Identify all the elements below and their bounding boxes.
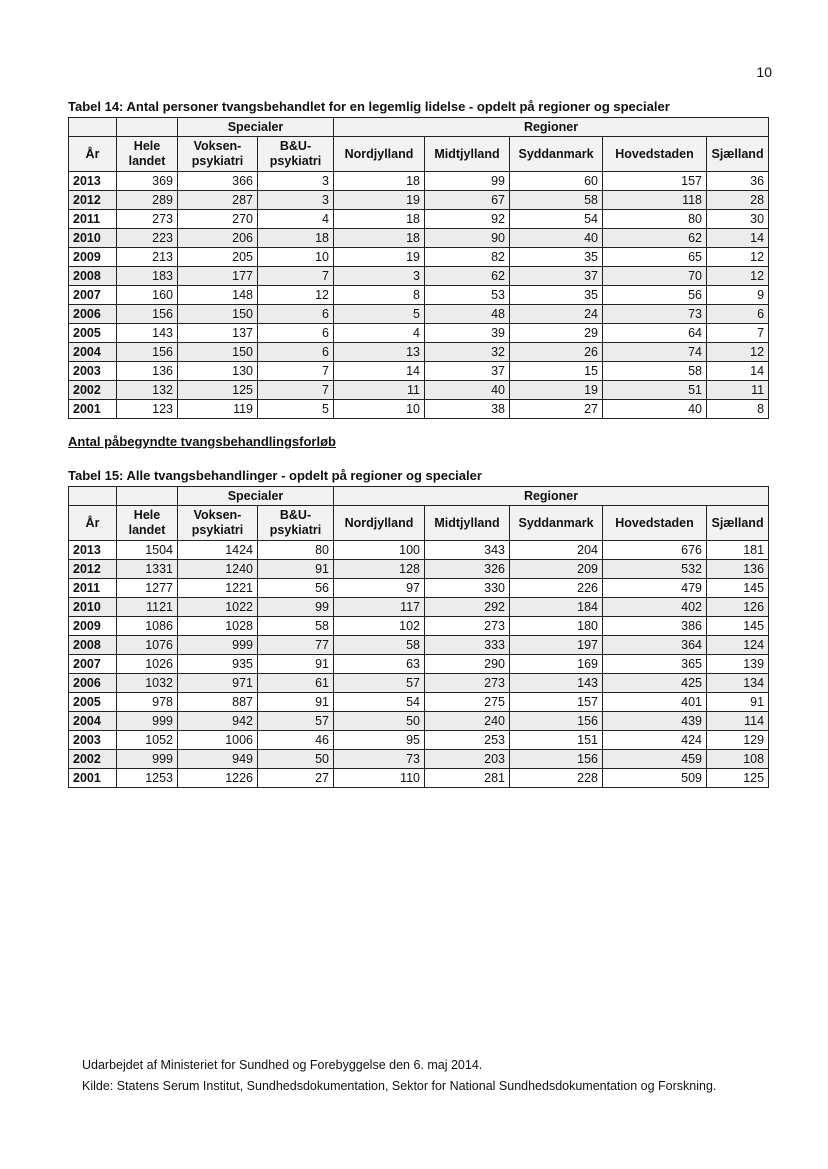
value-cell: 151 <box>510 731 603 750</box>
value-cell: 77 <box>258 636 334 655</box>
column-header: Midtjylland <box>425 506 510 541</box>
value-cell: 32 <box>425 343 510 362</box>
value-cell: 57 <box>334 674 425 693</box>
value-cell: 11 <box>707 381 769 400</box>
table-row <box>69 598 769 617</box>
table-header-columns <box>69 137 769 172</box>
value-cell: 11 <box>334 381 425 400</box>
value-cell: 118 <box>603 191 707 210</box>
value-cell: 5 <box>258 400 334 419</box>
table-header-columns <box>69 506 769 541</box>
header-empty <box>69 118 117 137</box>
value-cell: 1504 <box>117 541 178 560</box>
column-header: Syddanmark <box>510 137 603 172</box>
value-cell: 36 <box>707 172 769 191</box>
value-cell: 139 <box>707 655 769 674</box>
year-cell: 2006 <box>69 305 117 324</box>
table-row <box>69 693 769 712</box>
table-row <box>69 579 769 598</box>
value-cell: 10 <box>334 400 425 419</box>
value-cell: 73 <box>334 750 425 769</box>
value-cell: 366 <box>178 172 258 191</box>
value-cell: 942 <box>178 712 258 731</box>
year-cell: 2013 <box>69 172 117 191</box>
year-cell: 2002 <box>69 381 117 400</box>
value-cell: 143 <box>510 674 603 693</box>
value-cell: 203 <box>425 750 510 769</box>
header-group-regioner: Regioner <box>334 487 769 506</box>
value-cell: 1331 <box>117 560 178 579</box>
value-cell: 1240 <box>178 560 258 579</box>
value-cell: 19 <box>510 381 603 400</box>
value-cell: 424 <box>603 731 707 750</box>
year-cell: 2011 <box>69 210 117 229</box>
value-cell: 364 <box>603 636 707 655</box>
value-cell: 999 <box>117 712 178 731</box>
value-cell: 124 <box>707 636 769 655</box>
value-cell: 226 <box>510 579 603 598</box>
column-header: Nordjylland <box>334 506 425 541</box>
value-cell: 3 <box>334 267 425 286</box>
value-cell: 117 <box>334 598 425 617</box>
value-cell: 8 <box>707 400 769 419</box>
value-cell: 64 <box>603 324 707 343</box>
value-cell: 1052 <box>117 731 178 750</box>
value-cell: 7 <box>258 381 334 400</box>
table-14 <box>68 117 769 419</box>
year-cell: 2004 <box>69 712 117 731</box>
value-cell: 425 <box>603 674 707 693</box>
value-cell: 62 <box>425 267 510 286</box>
value-cell: 223 <box>117 229 178 248</box>
table-row <box>69 305 769 324</box>
value-cell: 13 <box>334 343 425 362</box>
value-cell: 6 <box>707 305 769 324</box>
header-group-specialer: Specialer <box>178 487 334 506</box>
value-cell: 292 <box>425 598 510 617</box>
value-cell: 14 <box>707 229 769 248</box>
value-cell: 7 <box>258 267 334 286</box>
value-cell: 402 <box>603 598 707 617</box>
column-header: Sjælland <box>707 506 769 541</box>
table-row <box>69 617 769 636</box>
value-cell: 181 <box>707 541 769 560</box>
value-cell: 82 <box>425 248 510 267</box>
value-cell: 145 <box>707 617 769 636</box>
value-cell: 7 <box>707 324 769 343</box>
value-cell: 143 <box>117 324 178 343</box>
value-cell: 999 <box>178 636 258 655</box>
value-cell: 1424 <box>178 541 258 560</box>
value-cell: 29 <box>510 324 603 343</box>
section-heading: Antal påbegyndte tvangsbehandlingsforløb <box>68 434 336 449</box>
value-cell: 15 <box>510 362 603 381</box>
year-cell: 2006 <box>69 674 117 693</box>
year-cell: 2001 <box>69 400 117 419</box>
year-cell: 2004 <box>69 343 117 362</box>
value-cell: 37 <box>510 267 603 286</box>
table-row <box>69 769 769 788</box>
value-cell: 40 <box>603 400 707 419</box>
value-cell: 1028 <box>178 617 258 636</box>
column-header: Voksen-psykiatri <box>178 506 258 541</box>
value-cell: 40 <box>425 381 510 400</box>
year-cell: 2009 <box>69 248 117 267</box>
column-header: Sjælland <box>707 137 769 172</box>
value-cell: 145 <box>707 579 769 598</box>
value-cell: 213 <box>117 248 178 267</box>
table-row <box>69 674 769 693</box>
table-row <box>69 655 769 674</box>
year-cell: 2005 <box>69 324 117 343</box>
column-header: Nordjylland <box>334 137 425 172</box>
value-cell: 12 <box>258 286 334 305</box>
value-cell: 4 <box>334 324 425 343</box>
value-cell: 70 <box>603 267 707 286</box>
value-cell: 509 <box>603 769 707 788</box>
value-cell: 273 <box>425 617 510 636</box>
value-cell: 999 <box>117 750 178 769</box>
value-cell: 30 <box>707 210 769 229</box>
value-cell: 63 <box>334 655 425 674</box>
value-cell: 58 <box>258 617 334 636</box>
value-cell: 91 <box>258 560 334 579</box>
column-header: Hovedstaden <box>603 137 707 172</box>
value-cell: 91 <box>258 655 334 674</box>
value-cell: 156 <box>117 305 178 324</box>
table-14-caption: Tabel 14: Antal personer tvangsbehandlet for en legemlig lidelse - opdelt på regioner og specialer <box>68 99 670 114</box>
value-cell: 676 <box>603 541 707 560</box>
value-cell: 10 <box>258 248 334 267</box>
value-cell: 12 <box>707 248 769 267</box>
table-row <box>69 362 769 381</box>
value-cell: 80 <box>258 541 334 560</box>
value-cell: 99 <box>258 598 334 617</box>
value-cell: 156 <box>510 712 603 731</box>
value-cell: 8 <box>334 286 425 305</box>
value-cell: 275 <box>425 693 510 712</box>
value-cell: 95 <box>334 731 425 750</box>
header-group-regioner: Regioner <box>334 118 769 137</box>
year-cell: 2012 <box>69 191 117 210</box>
year-cell: 2001 <box>69 769 117 788</box>
column-header: Hovedstaden <box>603 506 707 541</box>
value-cell: 130 <box>178 362 258 381</box>
value-cell: 19 <box>334 191 425 210</box>
value-cell: 6 <box>258 305 334 324</box>
value-cell: 27 <box>510 400 603 419</box>
value-cell: 24 <box>510 305 603 324</box>
value-cell: 9 <box>707 286 769 305</box>
table-row <box>69 400 769 419</box>
header-empty <box>69 487 117 506</box>
value-cell: 58 <box>510 191 603 210</box>
table-header-groups <box>69 487 769 506</box>
value-cell: 128 <box>334 560 425 579</box>
header-empty <box>117 118 178 137</box>
value-cell: 14 <box>334 362 425 381</box>
value-cell: 148 <box>178 286 258 305</box>
value-cell: 386 <box>603 617 707 636</box>
value-cell: 100 <box>334 541 425 560</box>
value-cell: 369 <box>117 172 178 191</box>
value-cell: 18 <box>334 210 425 229</box>
year-cell: 2007 <box>69 655 117 674</box>
value-cell: 108 <box>707 750 769 769</box>
value-cell: 333 <box>425 636 510 655</box>
value-cell: 90 <box>425 229 510 248</box>
footer-source: Kilde: Statens Serum Institut, Sundhedsdokumentation, Sektor for National Sundhedsdokumentation og Forskning. <box>82 1079 717 1093</box>
value-cell: 12 <box>707 267 769 286</box>
value-cell: 206 <box>178 229 258 248</box>
value-cell: 97 <box>334 579 425 598</box>
table-header-groups <box>69 118 769 137</box>
value-cell: 73 <box>603 305 707 324</box>
value-cell: 53 <box>425 286 510 305</box>
table-row <box>69 343 769 362</box>
value-cell: 28 <box>707 191 769 210</box>
table-row <box>69 381 769 400</box>
value-cell: 125 <box>178 381 258 400</box>
year-cell: 2003 <box>69 731 117 750</box>
value-cell: 204 <box>510 541 603 560</box>
year-cell: 2009 <box>69 617 117 636</box>
value-cell: 46 <box>258 731 334 750</box>
value-cell: 177 <box>178 267 258 286</box>
value-cell: 1022 <box>178 598 258 617</box>
column-header: År <box>69 506 117 541</box>
table-row <box>69 267 769 286</box>
value-cell: 459 <box>603 750 707 769</box>
value-cell: 270 <box>178 210 258 229</box>
value-cell: 1006 <box>178 731 258 750</box>
column-header: B&U-psykiatri <box>258 506 334 541</box>
value-cell: 50 <box>258 750 334 769</box>
value-cell: 126 <box>707 598 769 617</box>
page-number: 10 <box>756 64 772 80</box>
value-cell: 5 <box>334 305 425 324</box>
value-cell: 157 <box>603 172 707 191</box>
column-header: Voksen-psykiatri <box>178 137 258 172</box>
value-cell: 343 <box>425 541 510 560</box>
value-cell: 160 <box>117 286 178 305</box>
value-cell: 197 <box>510 636 603 655</box>
year-cell: 2007 <box>69 286 117 305</box>
header-empty <box>117 487 178 506</box>
year-cell: 2003 <box>69 362 117 381</box>
column-header: Syddanmark <box>510 506 603 541</box>
column-header: Hele landet <box>117 506 178 541</box>
table-row <box>69 731 769 750</box>
value-cell: 401 <box>603 693 707 712</box>
value-cell: 110 <box>334 769 425 788</box>
value-cell: 978 <box>117 693 178 712</box>
year-cell: 2013 <box>69 541 117 560</box>
value-cell: 18 <box>258 229 334 248</box>
year-cell: 2010 <box>69 598 117 617</box>
value-cell: 439 <box>603 712 707 731</box>
column-header: Midtjylland <box>425 137 510 172</box>
column-header: Hele landet <box>117 137 178 172</box>
value-cell: 119 <box>178 400 258 419</box>
value-cell: 123 <box>117 400 178 419</box>
value-cell: 54 <box>510 210 603 229</box>
value-cell: 35 <box>510 248 603 267</box>
year-cell: 2005 <box>69 693 117 712</box>
value-cell: 129 <box>707 731 769 750</box>
value-cell: 67 <box>425 191 510 210</box>
value-cell: 240 <box>425 712 510 731</box>
value-cell: 169 <box>510 655 603 674</box>
table-15-caption: Tabel 15: Alle tvangsbehandlinger - opdelt på regioner og specialer <box>68 468 482 483</box>
value-cell: 971 <box>178 674 258 693</box>
value-cell: 180 <box>510 617 603 636</box>
value-cell: 887 <box>178 693 258 712</box>
table-15 <box>68 486 769 788</box>
value-cell: 132 <box>117 381 178 400</box>
value-cell: 134 <box>707 674 769 693</box>
value-cell: 7 <box>258 362 334 381</box>
value-cell: 1076 <box>117 636 178 655</box>
table-row <box>69 560 769 579</box>
table-row <box>69 541 769 560</box>
value-cell: 60 <box>510 172 603 191</box>
table-row <box>69 191 769 210</box>
table-row <box>69 229 769 248</box>
year-cell: 2008 <box>69 636 117 655</box>
value-cell: 326 <box>425 560 510 579</box>
value-cell: 91 <box>258 693 334 712</box>
value-cell: 273 <box>425 674 510 693</box>
value-cell: 58 <box>603 362 707 381</box>
value-cell: 136 <box>707 560 769 579</box>
value-cell: 56 <box>258 579 334 598</box>
value-cell: 6 <box>258 324 334 343</box>
value-cell: 3 <box>258 191 334 210</box>
value-cell: 39 <box>425 324 510 343</box>
value-cell: 18 <box>334 229 425 248</box>
value-cell: 157 <box>510 693 603 712</box>
value-cell: 3 <box>258 172 334 191</box>
value-cell: 532 <box>603 560 707 579</box>
year-cell: 2011 <box>69 579 117 598</box>
value-cell: 40 <box>510 229 603 248</box>
value-cell: 38 <box>425 400 510 419</box>
value-cell: 56 <box>603 286 707 305</box>
value-cell: 99 <box>425 172 510 191</box>
value-cell: 80 <box>603 210 707 229</box>
value-cell: 74 <box>603 343 707 362</box>
table-row <box>69 636 769 655</box>
value-cell: 183 <box>117 267 178 286</box>
table-row <box>69 286 769 305</box>
value-cell: 330 <box>425 579 510 598</box>
table-row <box>69 324 769 343</box>
value-cell: 273 <box>117 210 178 229</box>
value-cell: 1032 <box>117 674 178 693</box>
value-cell: 1277 <box>117 579 178 598</box>
value-cell: 12 <box>707 343 769 362</box>
table-row <box>69 750 769 769</box>
table-row <box>69 248 769 267</box>
value-cell: 209 <box>510 560 603 579</box>
value-cell: 137 <box>178 324 258 343</box>
value-cell: 935 <box>178 655 258 674</box>
value-cell: 205 <box>178 248 258 267</box>
value-cell: 114 <box>707 712 769 731</box>
value-cell: 289 <box>117 191 178 210</box>
value-cell: 365 <box>603 655 707 674</box>
value-cell: 479 <box>603 579 707 598</box>
year-cell: 2008 <box>69 267 117 286</box>
value-cell: 150 <box>178 343 258 362</box>
value-cell: 1026 <box>117 655 178 674</box>
value-cell: 949 <box>178 750 258 769</box>
value-cell: 18 <box>334 172 425 191</box>
value-cell: 14 <box>707 362 769 381</box>
value-cell: 35 <box>510 286 603 305</box>
value-cell: 184 <box>510 598 603 617</box>
value-cell: 136 <box>117 362 178 381</box>
value-cell: 1121 <box>117 598 178 617</box>
value-cell: 48 <box>425 305 510 324</box>
table-row <box>69 172 769 191</box>
year-cell: 2010 <box>69 229 117 248</box>
column-header: B&U-psykiatri <box>258 137 334 172</box>
column-header: År <box>69 137 117 172</box>
value-cell: 54 <box>334 693 425 712</box>
value-cell: 57 <box>258 712 334 731</box>
value-cell: 65 <box>603 248 707 267</box>
value-cell: 253 <box>425 731 510 750</box>
value-cell: 4 <box>258 210 334 229</box>
table-row <box>69 712 769 731</box>
value-cell: 37 <box>425 362 510 381</box>
value-cell: 92 <box>425 210 510 229</box>
value-cell: 58 <box>334 636 425 655</box>
year-cell: 2012 <box>69 560 117 579</box>
value-cell: 91 <box>707 693 769 712</box>
table-row <box>69 210 769 229</box>
value-cell: 50 <box>334 712 425 731</box>
year-cell: 2002 <box>69 750 117 769</box>
value-cell: 6 <box>258 343 334 362</box>
footer-prepared-by: Udarbejdet af Ministeriet for Sundhed og Forebyggelse den 6. maj 2014. <box>82 1058 483 1072</box>
value-cell: 27 <box>258 769 334 788</box>
value-cell: 61 <box>258 674 334 693</box>
value-cell: 102 <box>334 617 425 636</box>
value-cell: 290 <box>425 655 510 674</box>
value-cell: 62 <box>603 229 707 248</box>
value-cell: 1086 <box>117 617 178 636</box>
value-cell: 287 <box>178 191 258 210</box>
value-cell: 1253 <box>117 769 178 788</box>
header-group-specialer: Specialer <box>178 118 334 137</box>
value-cell: 1221 <box>178 579 258 598</box>
value-cell: 1226 <box>178 769 258 788</box>
value-cell: 125 <box>707 769 769 788</box>
value-cell: 19 <box>334 248 425 267</box>
value-cell: 281 <box>425 769 510 788</box>
value-cell: 150 <box>178 305 258 324</box>
value-cell: 26 <box>510 343 603 362</box>
value-cell: 51 <box>603 381 707 400</box>
value-cell: 156 <box>117 343 178 362</box>
value-cell: 156 <box>510 750 603 769</box>
value-cell: 228 <box>510 769 603 788</box>
